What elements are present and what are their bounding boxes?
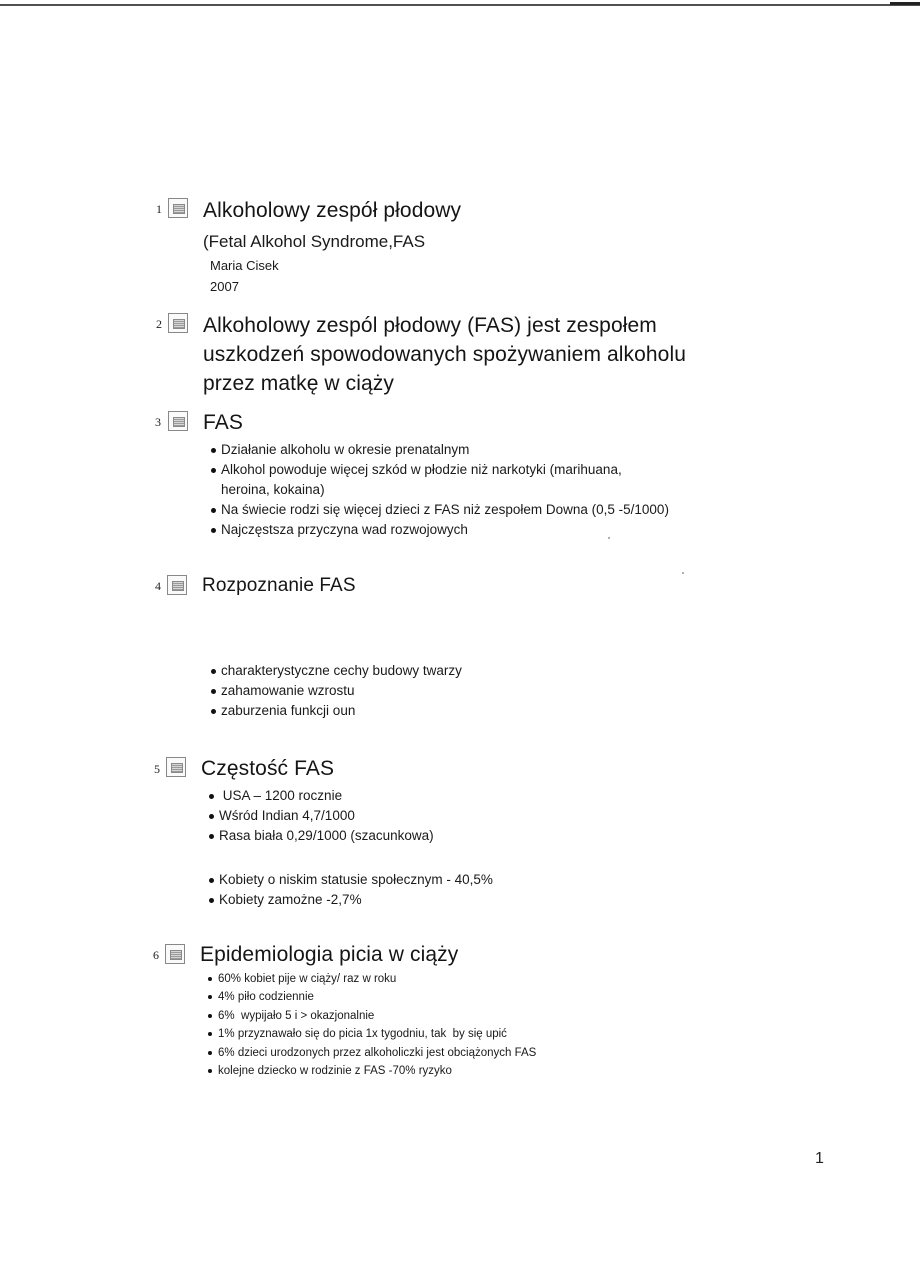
list-item: zaburzenia funkcji oun	[209, 701, 462, 721]
list-item: 1% przyznawało się do picia 1x tygodniu, tak by się upić	[206, 1025, 536, 1043]
list-item: Alkohol powoduje więcej szkód w płodzie niż narkotyki (marihuana,	[209, 460, 669, 480]
list-item: Działanie alkoholu w okresie prenatalnym	[209, 440, 669, 460]
scan-speck	[682, 572, 684, 574]
slide-title-line-3: przez matkę w ciąży	[203, 372, 394, 395]
slide-year: 2007	[210, 279, 239, 294]
scan-mark-top-right	[890, 2, 920, 5]
slide-number: 5	[154, 762, 160, 776]
list-item: zahamowanie wzrostu	[209, 681, 462, 701]
list-item: 6% wypijało 5 i > okazjonalnie	[206, 1007, 536, 1025]
slide-title-line-1: Alkoholowy zespól płodowy (FAS) jest zespołem	[203, 314, 657, 337]
list-item: Rasa biała 0,29/1000 (szacunkowa)	[207, 826, 434, 846]
slide-thumbnail-icon	[168, 313, 188, 333]
list-item: 6% dzieci urodzonych przez alkoholiczki jest obciążonych FAS	[206, 1044, 536, 1062]
list-item: USA – 1200 rocznie	[207, 786, 434, 806]
slide-thumbnail-icon	[167, 575, 187, 595]
slide-number: 4	[155, 579, 161, 593]
slide-thumbnail-icon	[165, 944, 185, 964]
slide-author: Maria Cisek	[210, 258, 279, 273]
slide-thumbnail-icon	[168, 411, 188, 431]
list-item: Kobiety o niskim statusie społecznym - 40,5%	[207, 870, 493, 890]
slide-number: 3	[155, 415, 161, 429]
slide-thumbnail-icon	[166, 757, 186, 777]
slide-thumbnail-icon	[168, 198, 188, 218]
bullet-list	[207, 786, 434, 846]
list-item: 4% piło codziennie	[206, 988, 536, 1006]
page-number: 1	[815, 1150, 824, 1167]
scan-border-top	[0, 4, 920, 6]
bullet-list	[209, 440, 669, 540]
list-item: kolejne dziecko w rodzinie z FAS -70% ryzyko	[206, 1062, 536, 1080]
list-item: charakterystyczne cechy budowy twarzy	[209, 661, 462, 681]
list-item-continuation	[209, 480, 669, 500]
slide-number: 6	[153, 948, 159, 962]
slide-title: Alkoholowy zespół płodowy	[203, 199, 462, 222]
list-item: Na świecie rodzi się więcej dzieci z FAS niż zespołem Downa (0,5 -5/1000)	[209, 500, 669, 520]
slide-title: Częstość FAS	[201, 757, 335, 780]
bullet-list	[206, 970, 536, 1080]
list-item: Najczęstsza przyczyna wad rozwojowych	[209, 520, 669, 540]
bullet-list	[209, 661, 462, 721]
slide-number: 2	[156, 317, 162, 331]
bullet-list	[207, 870, 493, 910]
slide-title: Epidemiologia picia w ciąży	[200, 943, 459, 966]
slide-title-line-2: uszkodzeń spowodowanych spożywaniem alkoholu	[203, 343, 687, 366]
slide-title: Rozpoznanie FAS	[202, 575, 356, 596]
list-item: 60% kobiet pije w ciąży/ raz w roku	[206, 970, 536, 988]
list-item-text: heroina, kokaina)	[221, 482, 325, 497]
list-item: Kobiety zamożne -2,7%	[207, 890, 493, 910]
list-item: Wśród Indian 4,7/1000	[207, 806, 434, 826]
slide-number: 1	[156, 202, 162, 216]
slide-subtitle: (Fetal Alkohol Syndrome,FAS	[203, 232, 426, 251]
slide-title: FAS	[203, 411, 243, 434]
